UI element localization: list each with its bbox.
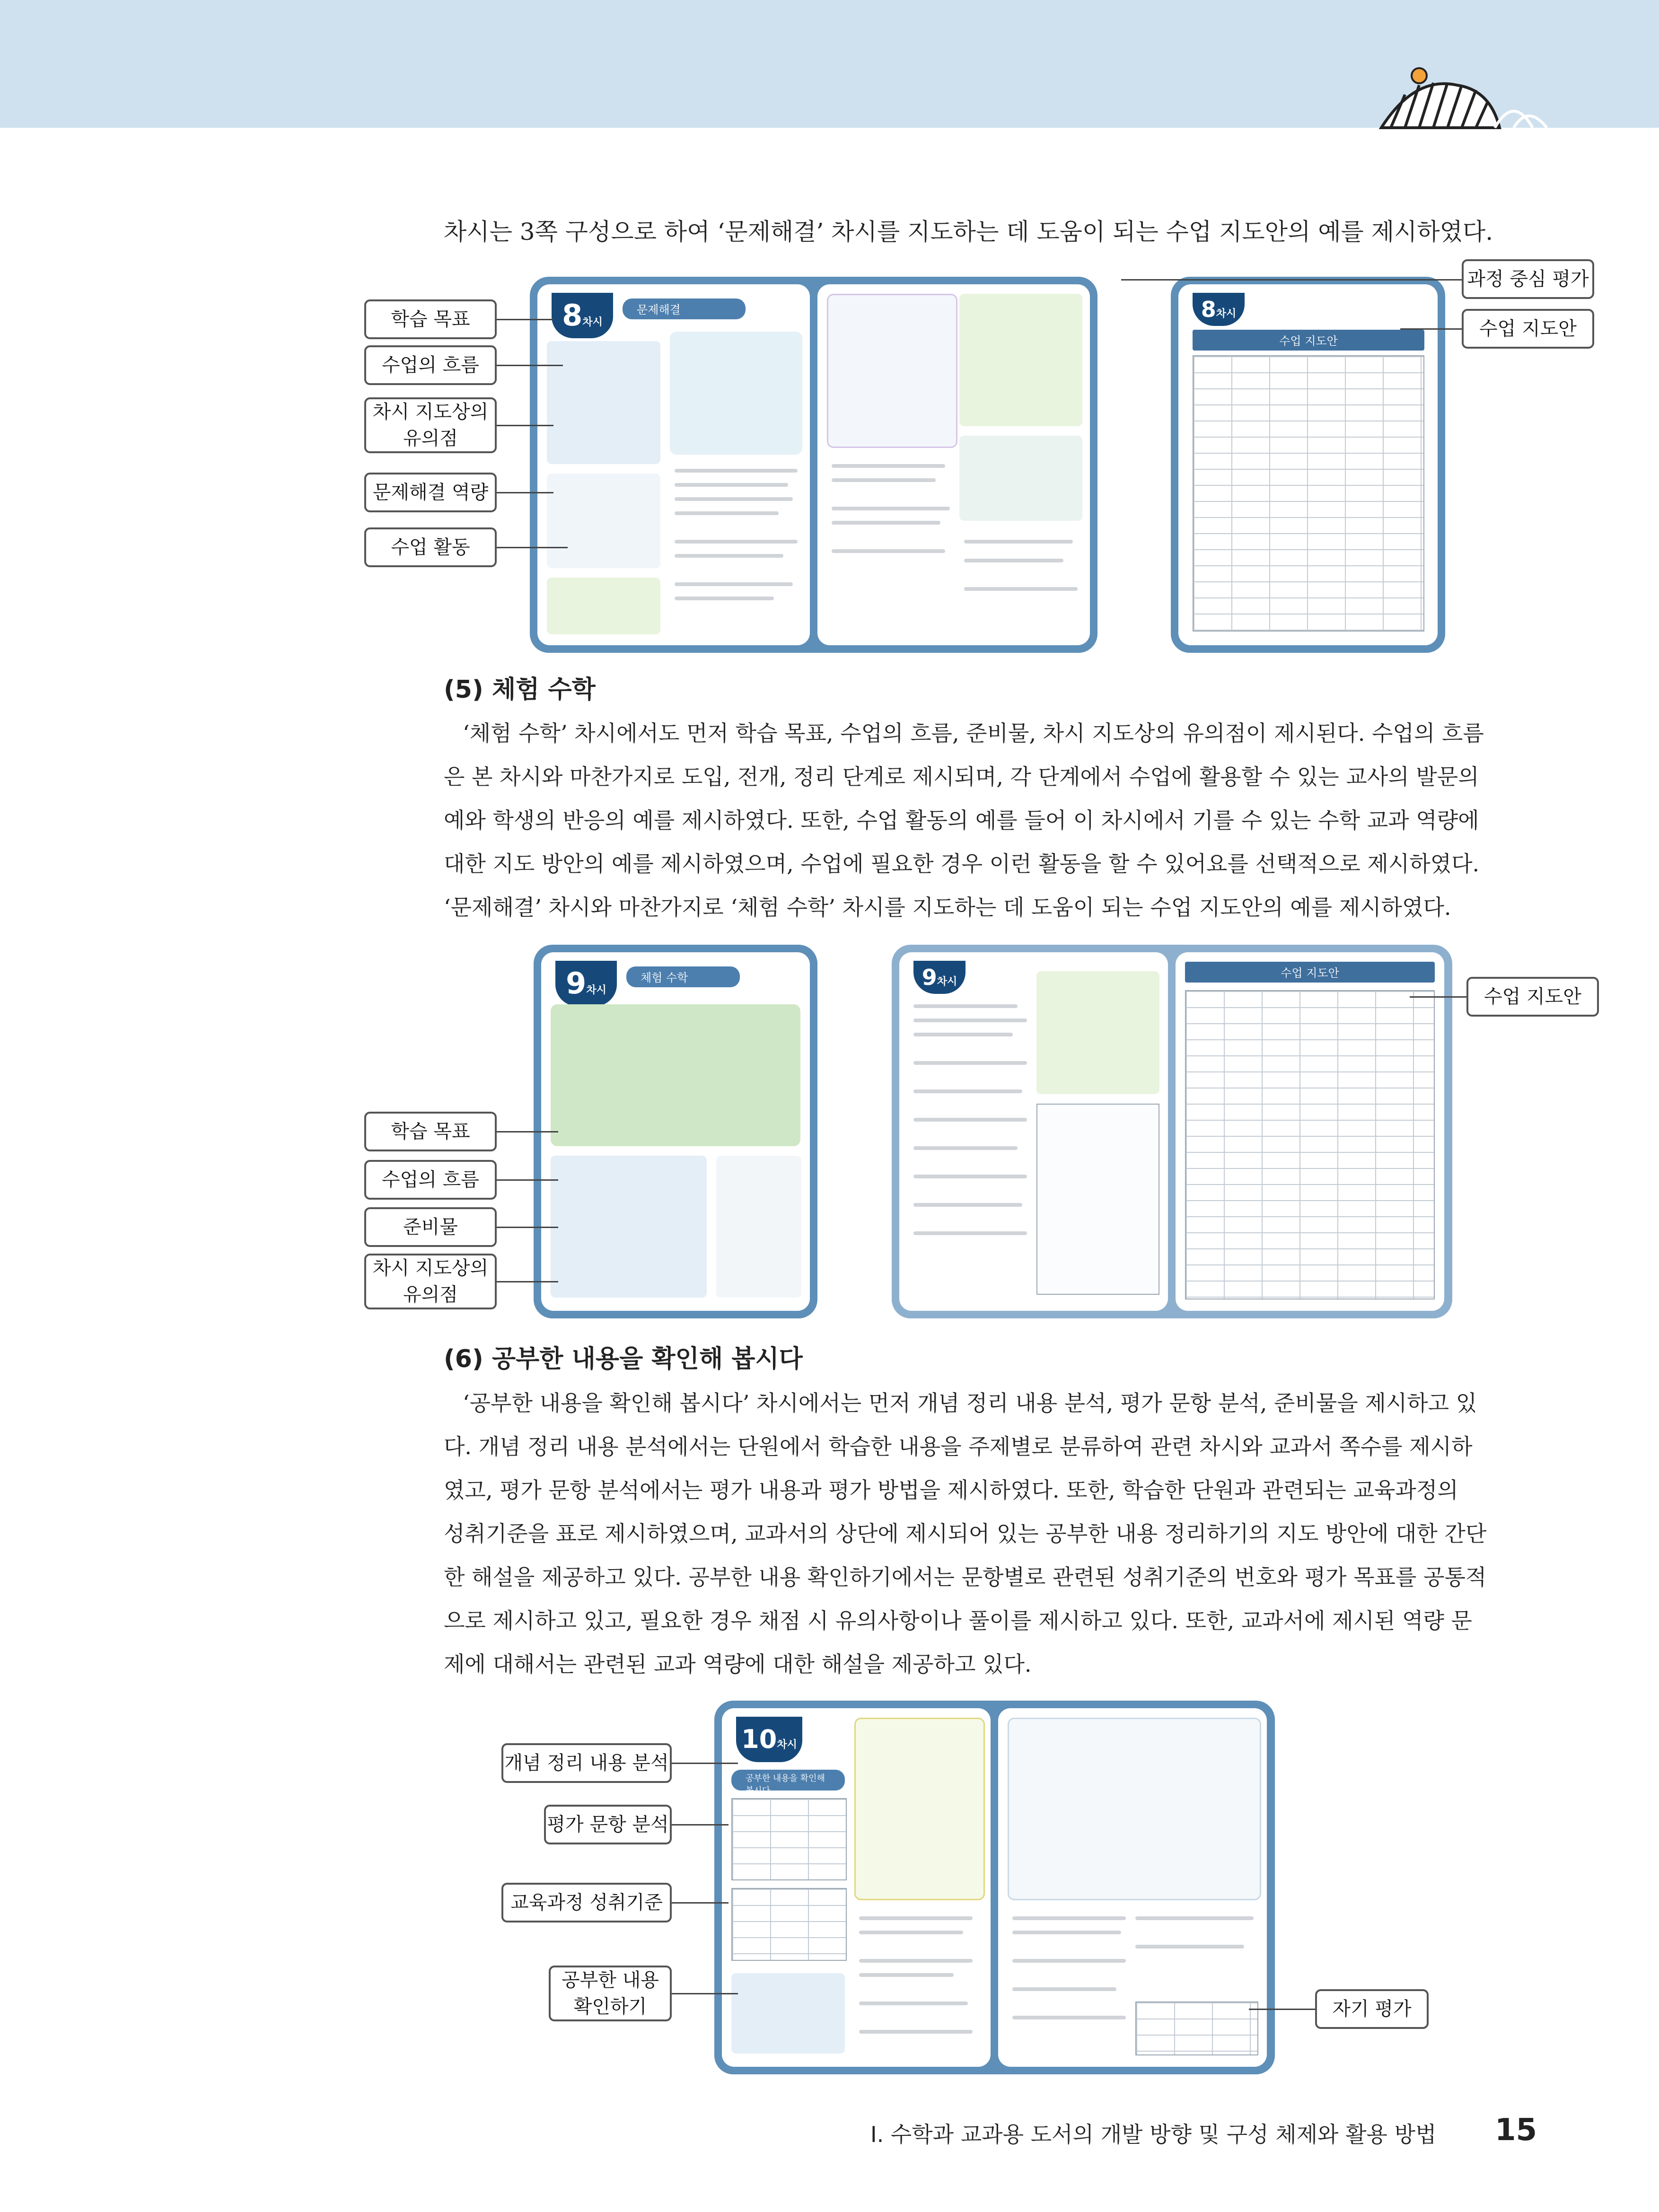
callout-process-assessment: 과정 중심 평가 bbox=[1462, 259, 1594, 299]
self-assessment-table bbox=[1135, 2001, 1258, 2055]
right-page bbox=[998, 1708, 1267, 2067]
plan-table bbox=[1193, 355, 1424, 632]
lesson-badge: 8차시 bbox=[552, 293, 613, 338]
activity-box bbox=[1036, 971, 1159, 1094]
section6-title: (6) 공부한 내용을 확인해 봅시다 bbox=[444, 1345, 803, 1373]
textbook-image bbox=[670, 332, 802, 455]
callout-teaching-notes: 차시 지도상의 유의점 bbox=[364, 397, 497, 453]
teaching-plan-box bbox=[959, 436, 1082, 521]
textbook-spread-10 bbox=[714, 1701, 1275, 2074]
callout-lesson-flow: 수업의 흐름 bbox=[364, 345, 497, 385]
textbook-image bbox=[551, 1004, 800, 1146]
footer-chapter-title: Ⅰ. 수학과 교과용 도서의 개발 방향 및 구성 체제와 활용 방법 bbox=[870, 2122, 1437, 2147]
callout-learning-goal: 학습 목표 bbox=[364, 299, 497, 339]
textbook-image bbox=[854, 1718, 985, 1900]
left-page bbox=[537, 284, 810, 645]
callout-review-check: 공부한 내용 확인하기 bbox=[549, 1966, 672, 2021]
plan-page bbox=[1176, 952, 1444, 1311]
number-line-box bbox=[1036, 1104, 1159, 1295]
callout-materials: 준비물 bbox=[364, 1207, 497, 1247]
left-page bbox=[722, 1708, 991, 2067]
section5-title: (5) 체험 수학 bbox=[444, 676, 596, 704]
textbook-page bbox=[541, 952, 810, 1311]
textbook-spread-9b bbox=[892, 945, 1452, 1318]
lesson-badge: 10차시 bbox=[736, 1717, 802, 1762]
callout-lesson-plan-2: 수업 지도안 bbox=[1466, 977, 1599, 1017]
callout-concept-analysis: 개념 정리 내용 분석 bbox=[501, 1743, 672, 1783]
callout-class-activity: 수업 활동 bbox=[364, 527, 497, 567]
callout-teaching-notes-2: 차시 지도상의 유의점 bbox=[364, 1254, 497, 1309]
tab-title: 체험 수학 bbox=[626, 966, 740, 987]
right-page bbox=[817, 284, 1090, 645]
callout-self-assessment: 자기 평가 bbox=[1315, 1989, 1429, 2029]
lesson-badge: 9차시 bbox=[555, 961, 617, 1006]
side-notes bbox=[716, 1156, 801, 1298]
textbook-spread-8 bbox=[530, 277, 1097, 653]
textbook-image bbox=[1008, 1718, 1261, 1900]
tab-title: 공부한 내용을 확인해 봅시다 bbox=[731, 1770, 845, 1791]
lesson-badge: 9차시 bbox=[913, 961, 966, 994]
textbook-image bbox=[827, 294, 957, 448]
section6-body: ‘공부한 내용을 확인해 봅시다’ 차시에서는 먼저 개념 정리 내용 분석, 평가 문항 분석, 준비물을 제시하고 있 다. 개념 정리 내용 분석에서는 단원에서 학습한 내용을 주제별로 분류하여 관련 차시와 교과서 쪽수를 제시하 였고, 평가 문항 분석에서는 평가 내용과 평가 방법을 제시하였다. 또한, 학습한 단원과 관련되는 교육과정의 성취기준을 표로 제시하였으며, 교과서의 상단에 제시되어 있는 공부한 내용 정리하기의 지도 방안에 대한 간단 한 해설을 제공하고 있다. 공부한 내용 확인하기에서는 문항별로 관련된 성취기준의 번호와 평가 목표를 공통적 으로 제시하고 있고, 필요한 경우 채점 시 유의사항이나 풀이를 제시하고 있다. 또한, 교과서에 제시된 역량 문 제에 대해서는 관련된 교과 역량에 대한 해설을 제공하고 있다. bbox=[444, 1390, 1487, 1677]
tab-title: 문제해결 bbox=[623, 298, 746, 319]
flow-box bbox=[547, 474, 660, 568]
lesson-plan-page-8 bbox=[1171, 277, 1445, 653]
assessment-table bbox=[959, 294, 1082, 426]
intro-text: 차시는 3쪽 구성으로 하여 ‘문제해결’ 차시를 지도하는 데 도움이 되는 수업 지도안의 예를 제시하였다. bbox=[444, 218, 1493, 246]
activity-box bbox=[547, 578, 660, 634]
concept-table bbox=[731, 1798, 847, 1880]
section5-body: ‘체험 수학’ 차시에서도 먼저 학습 목표, 수업의 흐름, 준비물, 차시 지도상의 유의점이 제시된다. 수업의 흐름 은 본 차시와 마찬가지로 도입, 전개, 정리 단계로 제시되며, 각 단계에서 수업에 활용할 수 있는 교사의 발문의 예와 학생의 반응의 예를 제시하였다. 또한, 수업 활동의 예를 들어 이 차시에서 기를 수 있는 수학 교과 역량에 대한 지도 방안의 예를 제시하였으며, 수업에 필요한 경우 이런 활동을 할 수 있어요를 선택적으로 제시하였다. ‘문제해결’ 차시와 마찬가지로 ‘체험 수학’ 차시를 지도하는 데 도움이 되는 수업 지도안의 예를 제시하였다. bbox=[444, 720, 1484, 920]
callout-learning-goal-2: 학습 목표 bbox=[364, 1112, 497, 1151]
lesson-badge: 8차시 bbox=[1193, 293, 1245, 326]
callout-lesson-plan: 수업 지도안 bbox=[1462, 309, 1594, 349]
hedgehog-decoration-icon bbox=[1372, 57, 1552, 137]
plan-page bbox=[1178, 284, 1438, 645]
textbook-spread-9 bbox=[534, 945, 817, 1318]
callout-lesson-flow-2: 수업의 흐름 bbox=[364, 1160, 497, 1200]
callout-achievement-standards: 교육과정 성취기준 bbox=[501, 1883, 672, 1922]
standards-box bbox=[731, 1973, 845, 2054]
plan-title: 수업 지도안 bbox=[1193, 330, 1424, 351]
plan-title: 수업 지도안 bbox=[1185, 962, 1435, 983]
callout-assessment-analysis: 평가 문항 분석 bbox=[544, 1805, 672, 1844]
callout-problem-solving: 문제해결 역량 bbox=[364, 473, 497, 512]
assessment-table bbox=[731, 1888, 847, 1961]
left-page bbox=[899, 952, 1168, 1311]
plan-table bbox=[1185, 990, 1435, 1299]
goal-box bbox=[547, 341, 660, 464]
page-number: 15 bbox=[1495, 2113, 1537, 2148]
goal-box bbox=[551, 1156, 707, 1298]
